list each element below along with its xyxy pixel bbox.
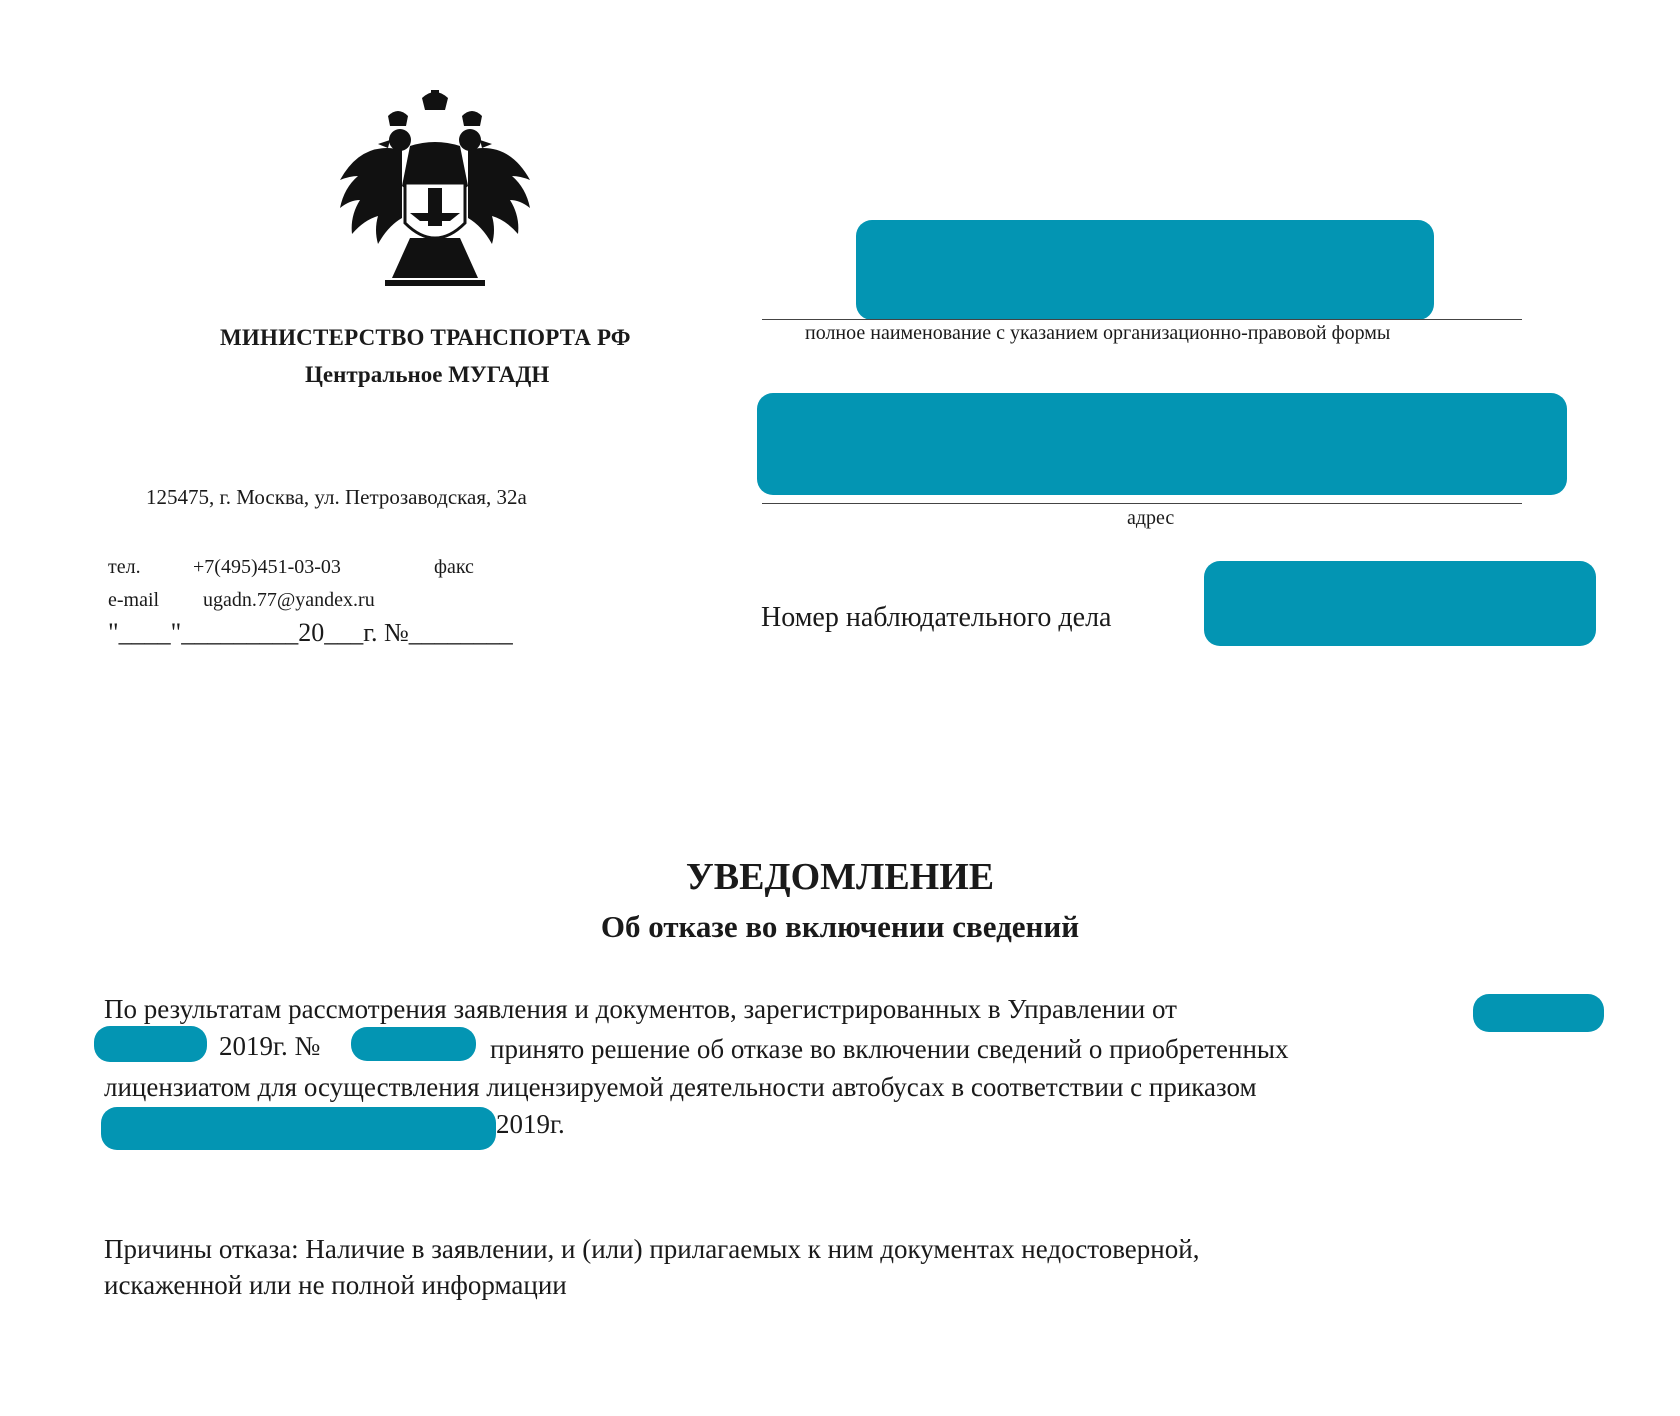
ministry-name: МИНИСТЕРСТВО ТРАНСПОРТА РФ bbox=[220, 325, 631, 350]
redacted-recipient-address bbox=[757, 393, 1567, 495]
date-number-line: "____"_________20___г. №________ bbox=[108, 618, 513, 647]
refusal-reasons-line-2: искаженной или не полной информации bbox=[104, 1270, 567, 1300]
recipient-name-caption: полное наименование с указанием организационно-правовой формы bbox=[805, 322, 1391, 344]
tel-label: тел. bbox=[108, 556, 141, 578]
notice-body-line-1: По результатам рассмотрения заявления и документов, зарегистрированных в Управлении от bbox=[104, 994, 1177, 1024]
redacted-registration-date bbox=[1473, 994, 1604, 1032]
email-label: e-mail bbox=[108, 589, 160, 611]
notice-title: УВЕДОМЛЕНИЕ bbox=[685, 856, 995, 898]
redacted-registration-number bbox=[351, 1027, 476, 1061]
department-name: Центральное МУГАДН bbox=[305, 362, 550, 387]
notice-body-line-3: лицензиатом для осуществления лицензируемой деятельности автобусах в соответствии с приказом bbox=[104, 1072, 1257, 1102]
redacted-case-number bbox=[1204, 561, 1596, 646]
eagle-emblem-icon bbox=[330, 88, 540, 298]
recipient-address-caption: адрес bbox=[1127, 507, 1175, 529]
ministry-address: 125475, г. Москва, ул. Петрозаводская, 32а bbox=[146, 485, 527, 509]
tel-value: +7(495)451-03-03 bbox=[193, 556, 341, 578]
refusal-reasons-line-1: Причины отказа: Наличие в заявлении, и (или) прилагаемых к ним документах недостоверной, bbox=[104, 1234, 1200, 1264]
notice-body-year: 2019г. № bbox=[219, 1031, 321, 1061]
recipient-address-underline bbox=[762, 503, 1522, 504]
redacted-order-reference bbox=[101, 1107, 496, 1150]
redacted-recipient-name bbox=[856, 220, 1434, 320]
fax-label: факс bbox=[434, 556, 474, 578]
redacted-registration-date-cont bbox=[94, 1026, 207, 1062]
notice-subtitle: Об отказе во включении сведений bbox=[600, 909, 1080, 944]
case-number-label: Номер наблюдательного дела bbox=[761, 602, 1112, 633]
recipient-name-underline bbox=[762, 319, 1522, 320]
email-value: ugadn.77@yandex.ru bbox=[203, 589, 375, 611]
notice-body-line-2: принято решение об отказе во включении сведений о приобретенных bbox=[490, 1034, 1289, 1064]
notice-body-line-4-end: 2019г. bbox=[496, 1109, 565, 1139]
